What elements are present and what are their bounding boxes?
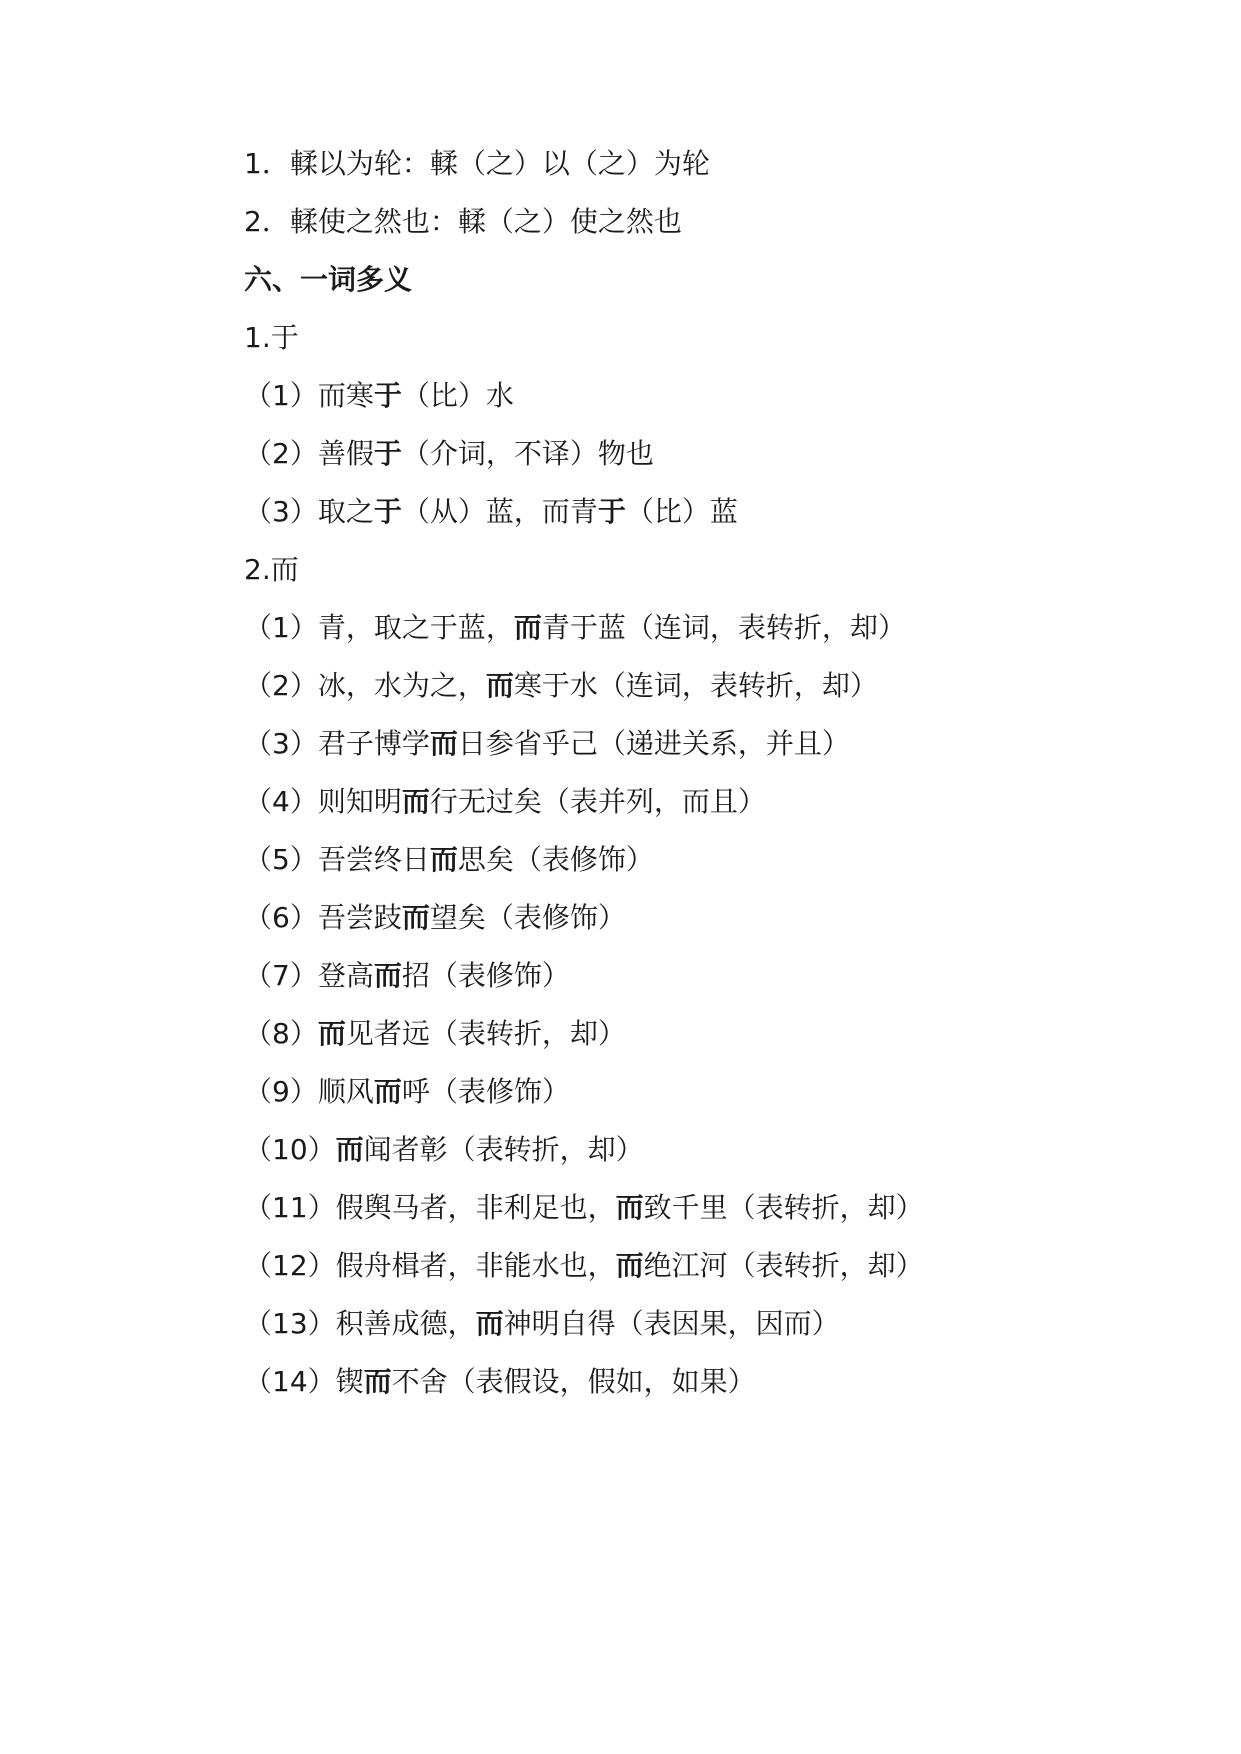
- list-item: （13）积善成德，而神明自得（表因果，因而）: [244, 1307, 840, 1340]
- key-word: 而: [373, 959, 402, 992]
- line-text: 輮以为轮：輮（之）以（之）为轮: [289, 147, 710, 180]
- key-word: 而: [401, 901, 430, 934]
- key-word: 而: [429, 843, 458, 876]
- key-word: 于: [597, 495, 626, 528]
- line-number: 2．: [244, 205, 290, 238]
- key-word: 于: [373, 495, 402, 528]
- key-word: 而: [475, 1307, 504, 1340]
- key-word: 而: [317, 1017, 346, 1050]
- key-word: 而: [429, 727, 458, 760]
- line-text: 輮使之然也：輮（之）使之然也: [289, 205, 682, 238]
- key-word: 而: [485, 669, 514, 702]
- list-item: （4）则知明而行无过矣（表并列，而且）: [244, 785, 766, 818]
- list-item: （1）青，取之于蓝，而青于蓝（连词，表转折，却）: [244, 611, 906, 644]
- list-item: （11）假舆马者，非利足也，而致千里（表转折，却）: [244, 1191, 924, 1224]
- key-word: 于: [373, 379, 402, 412]
- list-item: （8）而见者远（表转折，却）: [244, 1017, 626, 1050]
- key-word: 而: [363, 1365, 392, 1398]
- list-item: （3）君子博学而日参省乎己（递进关系，并且）: [244, 727, 850, 760]
- list-item: （14）锲而不舍（表假设，假如，如果）: [244, 1365, 756, 1398]
- key-word: 而: [335, 1133, 364, 1166]
- list-item: （9）顺风而呼（表修饰）: [244, 1075, 570, 1108]
- key-word: 而: [401, 785, 430, 818]
- line-number: 1．: [244, 147, 290, 180]
- list-item: （5）吾尝终日而思矣（表修饰）: [244, 843, 654, 876]
- list-item: （1）而寒于（比）水: [244, 379, 514, 412]
- key-word: 而: [373, 1075, 402, 1108]
- key-word: 而: [513, 611, 542, 644]
- key-word: 于: [373, 437, 402, 470]
- key-word: 而: [615, 1249, 644, 1282]
- intro-line-1: [244, 146, 710, 182]
- list-item: （7）登高而招（表修饰）: [244, 959, 570, 992]
- section-heading: 六、一词多义: [244, 263, 413, 296]
- list-item: （12）假舟楫者，非能水也，而绝江河（表转折，却）: [244, 1249, 924, 1282]
- key-word: 而: [615, 1191, 644, 1224]
- list-item: （10）而闻者彰（表转折，却）: [244, 1133, 644, 1166]
- intro-line-2: [244, 204, 682, 240]
- list-item: （2）善假于（介词，不译）物也: [244, 437, 654, 470]
- list-item: （6）吾尝跂而望矣（表修饰）: [244, 901, 626, 934]
- group-title-yu: 1.于: [244, 321, 299, 354]
- list-item: （2）冰，水为之，而寒于水（连词，表转折，却）: [244, 669, 878, 702]
- group-title-er: 2.而: [244, 553, 299, 586]
- list-item: （3）取之于（从）蓝，而青于（比）蓝: [244, 495, 738, 528]
